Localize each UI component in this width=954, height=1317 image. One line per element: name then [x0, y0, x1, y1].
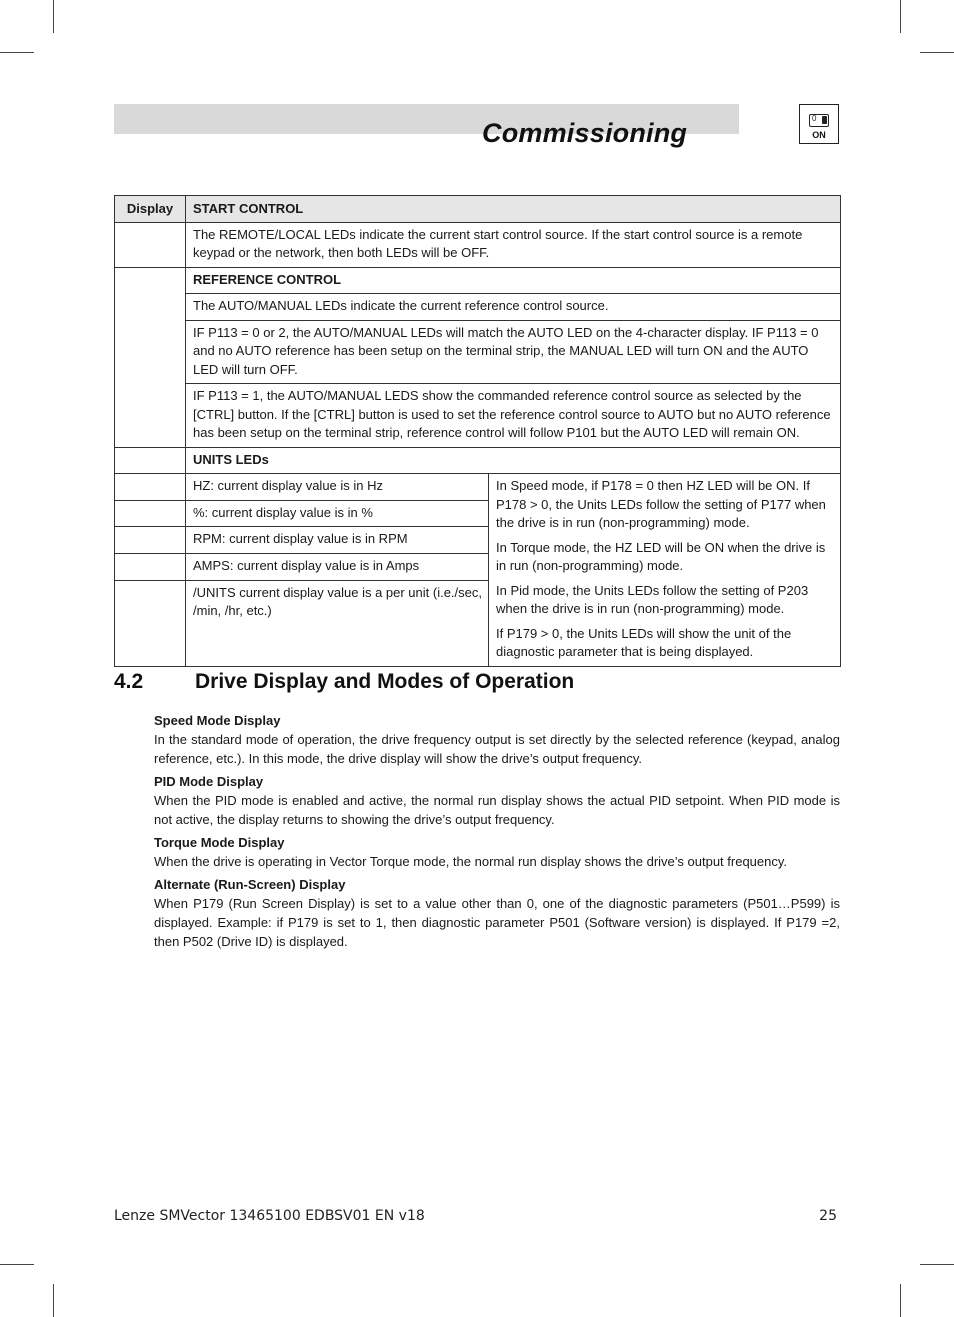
subsection-heading: PID Mode Display: [154, 774, 264, 789]
section-heading: [114, 670, 574, 694]
start-control-heading: START CONTROL: [186, 196, 841, 223]
crop-mark: [920, 1264, 954, 1265]
display-cell: [115, 580, 186, 666]
units-led-item: %: current display value is in %: [186, 500, 489, 527]
switch-zero-label: 0: [812, 114, 817, 123]
units-note: In Pid mode, the Units LEDs follow the setting of P203 when the drive is in run (non-programming) mode.: [496, 582, 809, 616]
section-number: 4.2: [114, 670, 144, 693]
table-row: [115, 267, 841, 294]
subsection-text: When P179 (Run Screen Display) is set to a value other than 0, one of the diagnostic parameters (P501…P599) is displayed. Example: if P179 is set to 1, then diagnostic parameter P501 (Software version) is displayed. If P179 =2, then P502 (Drive ID) is displayed.: [154, 896, 840, 949]
reference-control-text: IF P113 = 0 or 2, the AUTO/MANUAL LEDs will match the AUTO LED on the 4-character display. IF P113 = 0 and no AUTO reference has been setup on the terminal strip, the MANUAL LED will turn ON and the AUTO LED will turn OFF.: [186, 320, 841, 384]
crop-mark: [900, 0, 901, 33]
display-cell: [115, 474, 186, 501]
table-row: [115, 222, 841, 267]
table-row: [115, 447, 841, 474]
units-note: In Speed mode, if P178 = 0 then HZ LED will be ON. If P178 > 0, the Units LEDs follow the setting of P177 when the drive is in run (non-programming) mode.: [496, 478, 826, 530]
page-footer: [114, 1208, 840, 1224]
crop-mark: [900, 1284, 901, 1317]
display-cell: [115, 447, 186, 474]
table-row: [115, 294, 841, 321]
crop-mark: [0, 1264, 34, 1265]
display-cell: [115, 500, 186, 527]
page-number: 25: [819, 1208, 837, 1224]
crop-mark: [0, 52, 34, 53]
units-led-item: HZ: current display value is in Hz: [186, 474, 489, 501]
units-led-item: AMPS: current display value is in Amps: [186, 553, 489, 580]
table-row: [115, 320, 841, 384]
switch-on-label: ON: [812, 130, 826, 140]
crop-mark: [53, 1284, 54, 1317]
subsection-text: When the PID mode is enabled and active, the normal run display shows the actual PID setpoint. When PID mode is not active, the display returns to showing the drive’s output frequency.: [154, 793, 840, 827]
power-switch-icon: [799, 104, 839, 144]
section-body: [154, 711, 840, 955]
crop-mark: [920, 52, 954, 53]
units-led-item: /UNITS current display value is a per unit (i.e./sec, /min, /hr, etc.): [186, 580, 489, 666]
crop-mark: [53, 0, 54, 33]
start-control-text: The REMOTE/LOCAL LEDs indicate the current start control source. If the start control source is a remote keypad or the network, then both LEDs will be OFF.: [186, 222, 841, 267]
subsection-heading: Speed Mode Display: [154, 713, 281, 728]
display-cell: [115, 222, 186, 267]
led-indicator-table: [114, 195, 841, 667]
display-cell: [115, 527, 186, 554]
page-title: Commissioning: [482, 118, 688, 148]
table-header-row: [115, 196, 841, 223]
units-led-item: RPM: current display value is in RPM: [186, 527, 489, 554]
reference-control-text: IF P113 = 1, the AUTO/MANUAL LEDS show the commanded reference control source as selected by the [CTRL] button. If the [CTRL] button is used to set the reference control source to AUTO but no AUTO reference has been setup on the terminal strip, reference control will follow P101 but the AUTO LED will remain ON.: [186, 384, 841, 448]
display-cell: [115, 267, 186, 447]
reference-control-heading: REFERENCE CONTROL: [186, 267, 841, 294]
table-row: [115, 384, 841, 448]
table-row: [115, 474, 841, 501]
col-display-header: Display: [115, 196, 186, 223]
units-leds-heading: UNITS LEDs: [186, 447, 841, 474]
units-leds-notes: [489, 474, 841, 667]
display-cell: [115, 553, 186, 580]
subsection-heading: Torque Mode Display: [154, 835, 285, 850]
switch-shape: [809, 114, 829, 127]
subsection-heading: Alternate (Run-Screen) Display: [154, 877, 346, 892]
reference-control-text: The AUTO/MANUAL LEDs indicate the current reference control source.: [186, 294, 841, 321]
units-note: In Torque mode, the HZ LED will be ON when the drive is in run (non-programming) mode.: [496, 539, 826, 573]
subsection-text: In the standard mode of operation, the drive frequency output is set directly by the selected reference (keypad, analog reference, etc.). In this mode, the drive display will show the drive’s output frequency.: [154, 732, 840, 766]
footer-document-id: Lenze SMVector 13465100 EDBSV01 EN v18: [114, 1208, 425, 1224]
subsection-text: When the drive is operating in Vector Torque mode, the normal run display shows the drive’s output frequency.: [154, 854, 788, 869]
units-note: If P179 > 0, the Units LEDs will show the unit of the diagnostic parameter that is being displayed.: [496, 625, 792, 659]
switch-knob: [822, 116, 827, 124]
section-title: Drive Display and Modes of Operation: [195, 670, 575, 693]
